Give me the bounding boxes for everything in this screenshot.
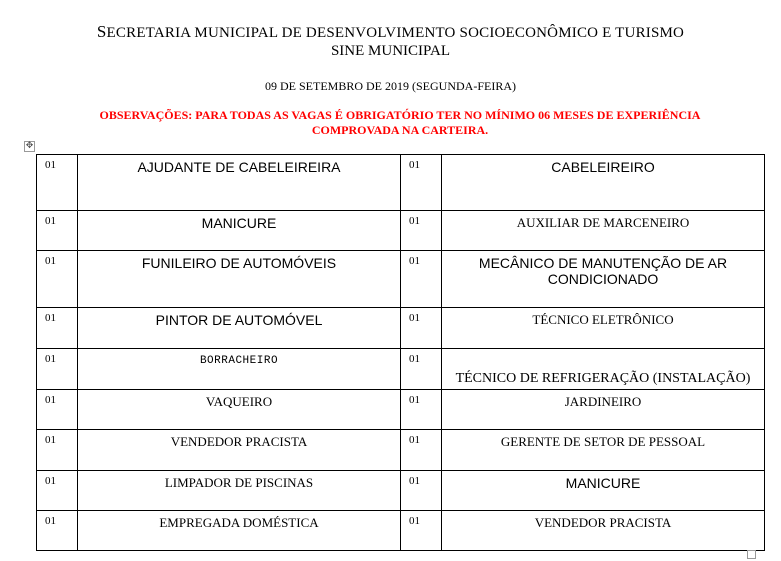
right-qty: 01 bbox=[401, 349, 442, 390]
left-job: LIMPADOR DE PISCINAS bbox=[78, 471, 401, 511]
left-qty: 01 bbox=[37, 251, 78, 308]
left-job: VAQUEIRO bbox=[78, 390, 401, 430]
right-job: AUXILIAR DE MARCENEIRO bbox=[442, 211, 765, 251]
right-qty: 01 bbox=[401, 430, 442, 471]
left-job: BORRACHEIRO bbox=[78, 349, 401, 390]
date-line: 09 DE SETEMBRO DE 2019 (SEGUNDA-FEIRA) bbox=[265, 79, 516, 93]
table-row bbox=[37, 471, 765, 511]
observation-notice bbox=[60, 108, 740, 138]
right-job: CABELEIREIRO bbox=[442, 155, 765, 211]
left-qty: 01 bbox=[37, 349, 78, 390]
table-row bbox=[37, 390, 765, 430]
right-job: MANICURE bbox=[442, 471, 765, 511]
table-row bbox=[37, 211, 765, 251]
right-qty: 01 bbox=[401, 251, 442, 308]
table-row bbox=[37, 308, 765, 349]
job-table bbox=[36, 154, 765, 551]
left-qty: 01 bbox=[37, 511, 78, 551]
left-qty: 01 bbox=[37, 430, 78, 471]
right-job: VENDEDOR PRACISTA bbox=[442, 511, 765, 551]
right-job: GERENTE DE SETOR DE PESSOAL bbox=[442, 430, 765, 471]
left-qty: 01 bbox=[37, 308, 78, 349]
table-row bbox=[37, 349, 765, 390]
right-qty: 01 bbox=[401, 471, 442, 511]
right-job: MECÂNICO DE MANUTENÇÃO DE AR CONDICIONADO bbox=[442, 251, 765, 308]
right-qty: 01 bbox=[401, 390, 442, 430]
title-initial: S bbox=[96, 22, 107, 41]
left-job: AJUDANTE DE CABELEIREIRA bbox=[78, 155, 401, 211]
right-job: JARDINEIRO bbox=[442, 390, 765, 430]
right-qty: 01 bbox=[401, 211, 442, 251]
left-job: EMPREGADA DOMÉSTICA bbox=[78, 511, 401, 551]
title-rest: ECRETARIA MUNICIPAL DE DESENVOLVIMENTO SOCIOECONÔMICO E TURISMO bbox=[106, 25, 685, 41]
left-qty: 01 bbox=[37, 390, 78, 430]
observation-line-1: OBSERVAÇÕES: PARA TODAS AS VAGAS É OBRIGATÓRIO TER NO MÍNIMO 06 MESES DE EXPERIÊNCIA bbox=[99, 108, 701, 122]
observation-line-2: COMPROVADA NA CARTEIRA. bbox=[311, 123, 489, 137]
left-qty: 01 bbox=[37, 471, 78, 511]
left-qty: 01 bbox=[37, 211, 78, 251]
right-qty: 01 bbox=[401, 511, 442, 551]
table-row bbox=[37, 430, 765, 471]
right-qty: 01 bbox=[401, 155, 442, 211]
page-subtitle: SINE MUNICIPAL bbox=[330, 43, 451, 59]
resize-handle[interactable] bbox=[747, 550, 756, 559]
table-row bbox=[37, 155, 765, 211]
left-job: MANICURE bbox=[78, 211, 401, 251]
right-job: TÉCNICO DE REFRIGERAÇÃO (INSTALAÇÃO) bbox=[442, 349, 765, 390]
left-job: FUNILEIRO DE AUTOMÓVEIS bbox=[78, 251, 401, 308]
left-job: VENDEDOR PRACISTA bbox=[78, 430, 401, 471]
right-job: TÉCNICO ELETRÔNICO bbox=[442, 308, 765, 349]
page-title bbox=[0, 22, 781, 42]
right-qty: 01 bbox=[401, 308, 442, 349]
left-job: PINTOR DE AUTOMÓVEL bbox=[78, 308, 401, 349]
table-row bbox=[37, 251, 765, 308]
left-qty: 01 bbox=[37, 155, 78, 211]
table-row bbox=[37, 511, 765, 551]
move-icon[interactable]: ✥ bbox=[25, 141, 34, 151]
